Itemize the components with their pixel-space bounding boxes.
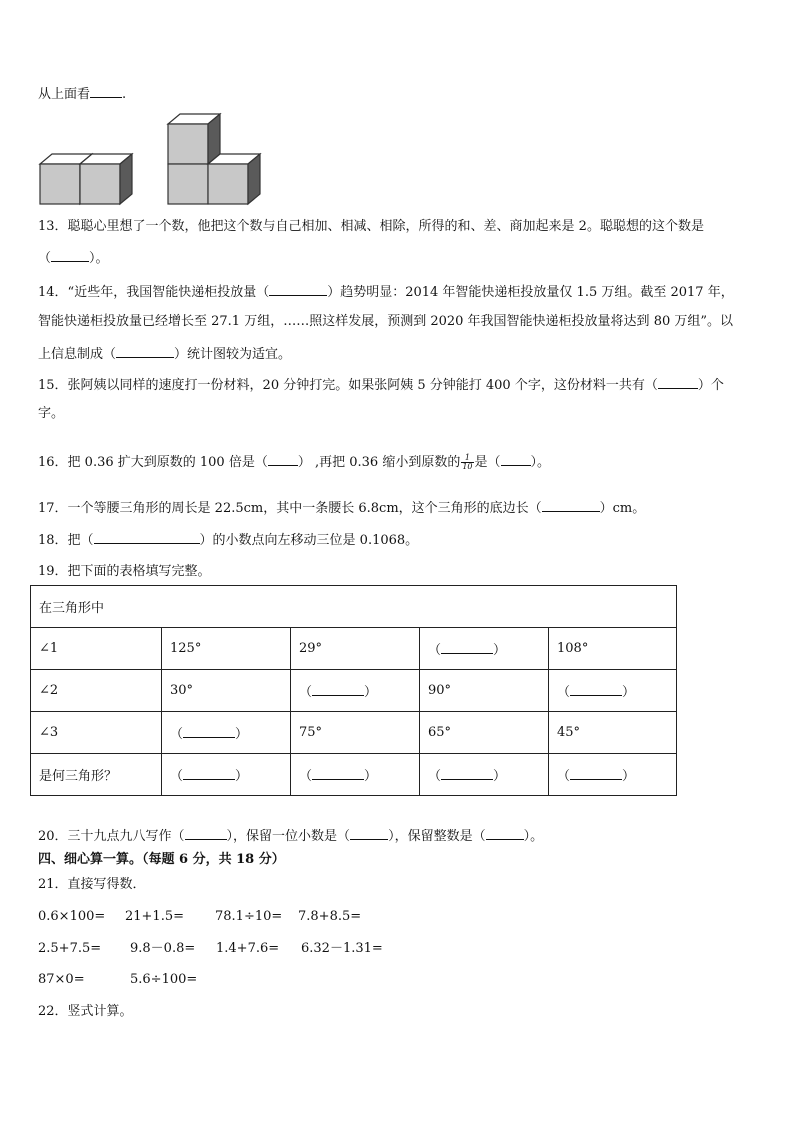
question-18 [38,530,418,550]
question-14-line-1 [38,282,734,302]
table-cell: 30° [162,670,291,712]
answer-blank[interactable] [350,826,388,840]
question-20-text-c: ），保留整数是（ [388,829,486,844]
table-cell: 75° [291,712,420,754]
question-21-text: 21．直接写得数． [38,877,146,892]
view-from-top-question [38,84,126,104]
question-14-line-3 [38,344,291,364]
question-18-text-a: 18．把（ [38,533,94,548]
answer-blank[interactable] [486,826,524,840]
calc-row-2 [38,940,383,958]
row-label: 是何三角形？ [31,754,162,796]
cube-right-top [168,114,220,164]
cube-right-bottom-right [208,154,260,204]
answer-blank[interactable] [542,498,600,512]
calc-item: 21+1.5= [125,909,185,924]
cube-stack-illustration [38,112,278,208]
question-22 [38,1003,133,1021]
table-cell-blank[interactable] [549,670,677,712]
table-header: 在三角形中 [31,586,677,628]
paren-open: （ [557,685,571,700]
paren-close: ） [493,769,507,784]
question-14-text-e: ）统计图较为适宜。 [174,347,292,362]
question-13 [38,218,704,236]
calc-item: 6.32－1.31= [301,941,383,956]
paren-open: （ [38,251,52,266]
question-16-text-d: ）。 [530,455,551,470]
calc-item: 0.6×100= [38,909,106,924]
answer-blank[interactable] [441,766,493,780]
question-20-text-d: ）。 [523,829,544,844]
answer-blank[interactable] [501,452,531,466]
table-cell-blank[interactable] [291,670,420,712]
paren-close: ） [364,685,378,700]
question-15-text-a: 15．张阿姨以同样的速度打一份材料，20 分钟打完。如果张阿姨 5 分钟能打 400 个字，这份材料一共有（ [38,378,658,393]
question-20 [38,826,543,846]
answer-blank[interactable] [94,530,200,544]
paren-open: （ [170,769,184,784]
fraction-one-tenth [461,454,473,471]
section-4-text: 四、细心算一算。（每题 6 分，共 18 分） [38,852,285,867]
row-label: ∠3 [31,712,162,754]
question-19 [38,563,211,581]
calc-item: 2.5+7.5= [38,941,102,956]
question-13-text: 13．聪聪心里想了一个数，他把这个数与自己相加、相减、相除，所得的和、差、商加起来是 2。聪聪想的这个数是 [38,219,704,234]
table-cell-blank[interactable] [291,754,420,796]
question-14-text-d: 上信息制成（ [38,347,117,362]
table-cell: 108° [549,628,677,670]
table-cell-blank[interactable] [162,712,291,754]
question-16 [38,452,550,472]
view-from-top-text: 从上面看 [38,87,91,102]
table-cell: 65° [420,712,549,754]
answer-blank[interactable] [90,84,122,98]
calc-item: 9.8－0.8= [130,941,196,956]
question-14-text-b: ）趋势明显：2014 年智能快递柜投放量仅 1.5 万组。截至 2017 年， [327,285,734,300]
paren-close: ） [622,685,636,700]
table-cell: 90° [420,670,549,712]
question-19-text: 19．把下面的表格填写完整。 [38,564,211,579]
question-15-line-2 [38,405,64,423]
table-header-row [31,586,677,628]
answer-blank[interactable] [441,640,493,654]
fraction-numerator: 1 [461,454,473,463]
question-17 [38,498,645,518]
calc-item: 5.6÷100= [130,972,198,987]
table-cell-blank[interactable] [420,754,549,796]
question-20-text-a: 20．三十九点九八写作（ [38,829,185,844]
paren-open: （ [428,769,442,784]
calc-row-3 [38,971,197,989]
paren-close: ） [235,727,249,742]
row-label: ∠1 [31,628,162,670]
question-21 [38,876,146,894]
answer-blank[interactable] [268,452,298,466]
question-18-text-b: ）的小数点向左移动三位是 0.1068。 [199,533,419,548]
paren-close: ） [364,769,378,784]
question-15-text-c: 字。 [38,406,65,421]
calc-item: 78.1÷10= [215,909,283,924]
table-cell-blank[interactable] [549,754,677,796]
table-cell: 45° [549,712,677,754]
paren-close: ） [235,769,249,784]
question-13-answer [38,248,109,268]
answer-blank[interactable] [312,766,364,780]
question-22-text: 22．竖式计算。 [38,1004,133,1019]
paren-close: ） [622,769,636,784]
answer-blank[interactable] [658,375,698,389]
question-17-text-b: ）cm。 [599,501,646,516]
row-label: ∠2 [31,670,162,712]
table-cell-blank[interactable] [420,628,549,670]
question-15-text-b: ）个 [697,378,724,393]
answer-blank[interactable] [183,724,235,738]
table-row [31,628,677,670]
paren-open: （ [170,727,184,742]
answer-blank[interactable] [312,682,364,696]
cube-right-bottom-left [168,164,208,204]
paren-open: （ [557,769,571,784]
question-16-text-a: 16．把 0.36 扩大到原数的 100 倍是（ [38,455,268,470]
answer-blank[interactable] [570,682,622,696]
question-14-line-2 [38,313,733,331]
triangle-angle-table [30,585,677,796]
paren-open: （ [299,685,313,700]
answer-blank[interactable] [51,248,89,262]
section-4-heading [38,851,285,869]
calc-item: 7.8+8.5= [298,909,362,924]
answer-blank[interactable] [116,344,174,358]
calc-item: 87×0= [38,972,85,987]
table-row [31,754,677,796]
calc-row-1 [38,908,361,926]
cube-left-2 [80,154,132,204]
paren-open: （ [299,769,313,784]
answer-blank[interactable] [185,826,227,840]
question-16-text-c: 是（ [474,455,501,470]
answer-blank[interactable] [570,766,622,780]
fraction-denominator: 10 [462,462,473,471]
question-14-text-c: 智能快递柜投放量已经增长至 27.1 万组，……照这样发展，预测到 2020 年我国智能快递柜投放量将达到 80 万组”。以 [38,314,734,329]
question-14-text-a: 14．“近些年，我国智能快递柜投放量（ [38,285,270,300]
question-17-text-a: 17．一个等腰三角形的周长是 22.5cm，其中一条腰长 6.8cm，这个三角形的底边长（ [38,501,542,516]
paren-close: ） [493,643,507,658]
answer-blank[interactable] [269,282,327,296]
question-15-line-1 [38,375,724,395]
question-16-text-b: ） ,再把 0.36 缩小到原数的 [297,455,461,470]
table-cell: 125° [162,628,291,670]
table-cell: 29° [291,628,420,670]
paren-open: （ [428,643,442,658]
table-cell-blank[interactable] [162,754,291,796]
period: . [122,87,127,102]
answer-blank[interactable] [183,766,235,780]
question-20-text-b: ），保留一位小数是（ [226,829,351,844]
table-row [31,670,677,712]
paren-close: ）。 [89,251,109,266]
calc-item: 1.4+7.6= [216,941,280,956]
table-row [31,712,677,754]
